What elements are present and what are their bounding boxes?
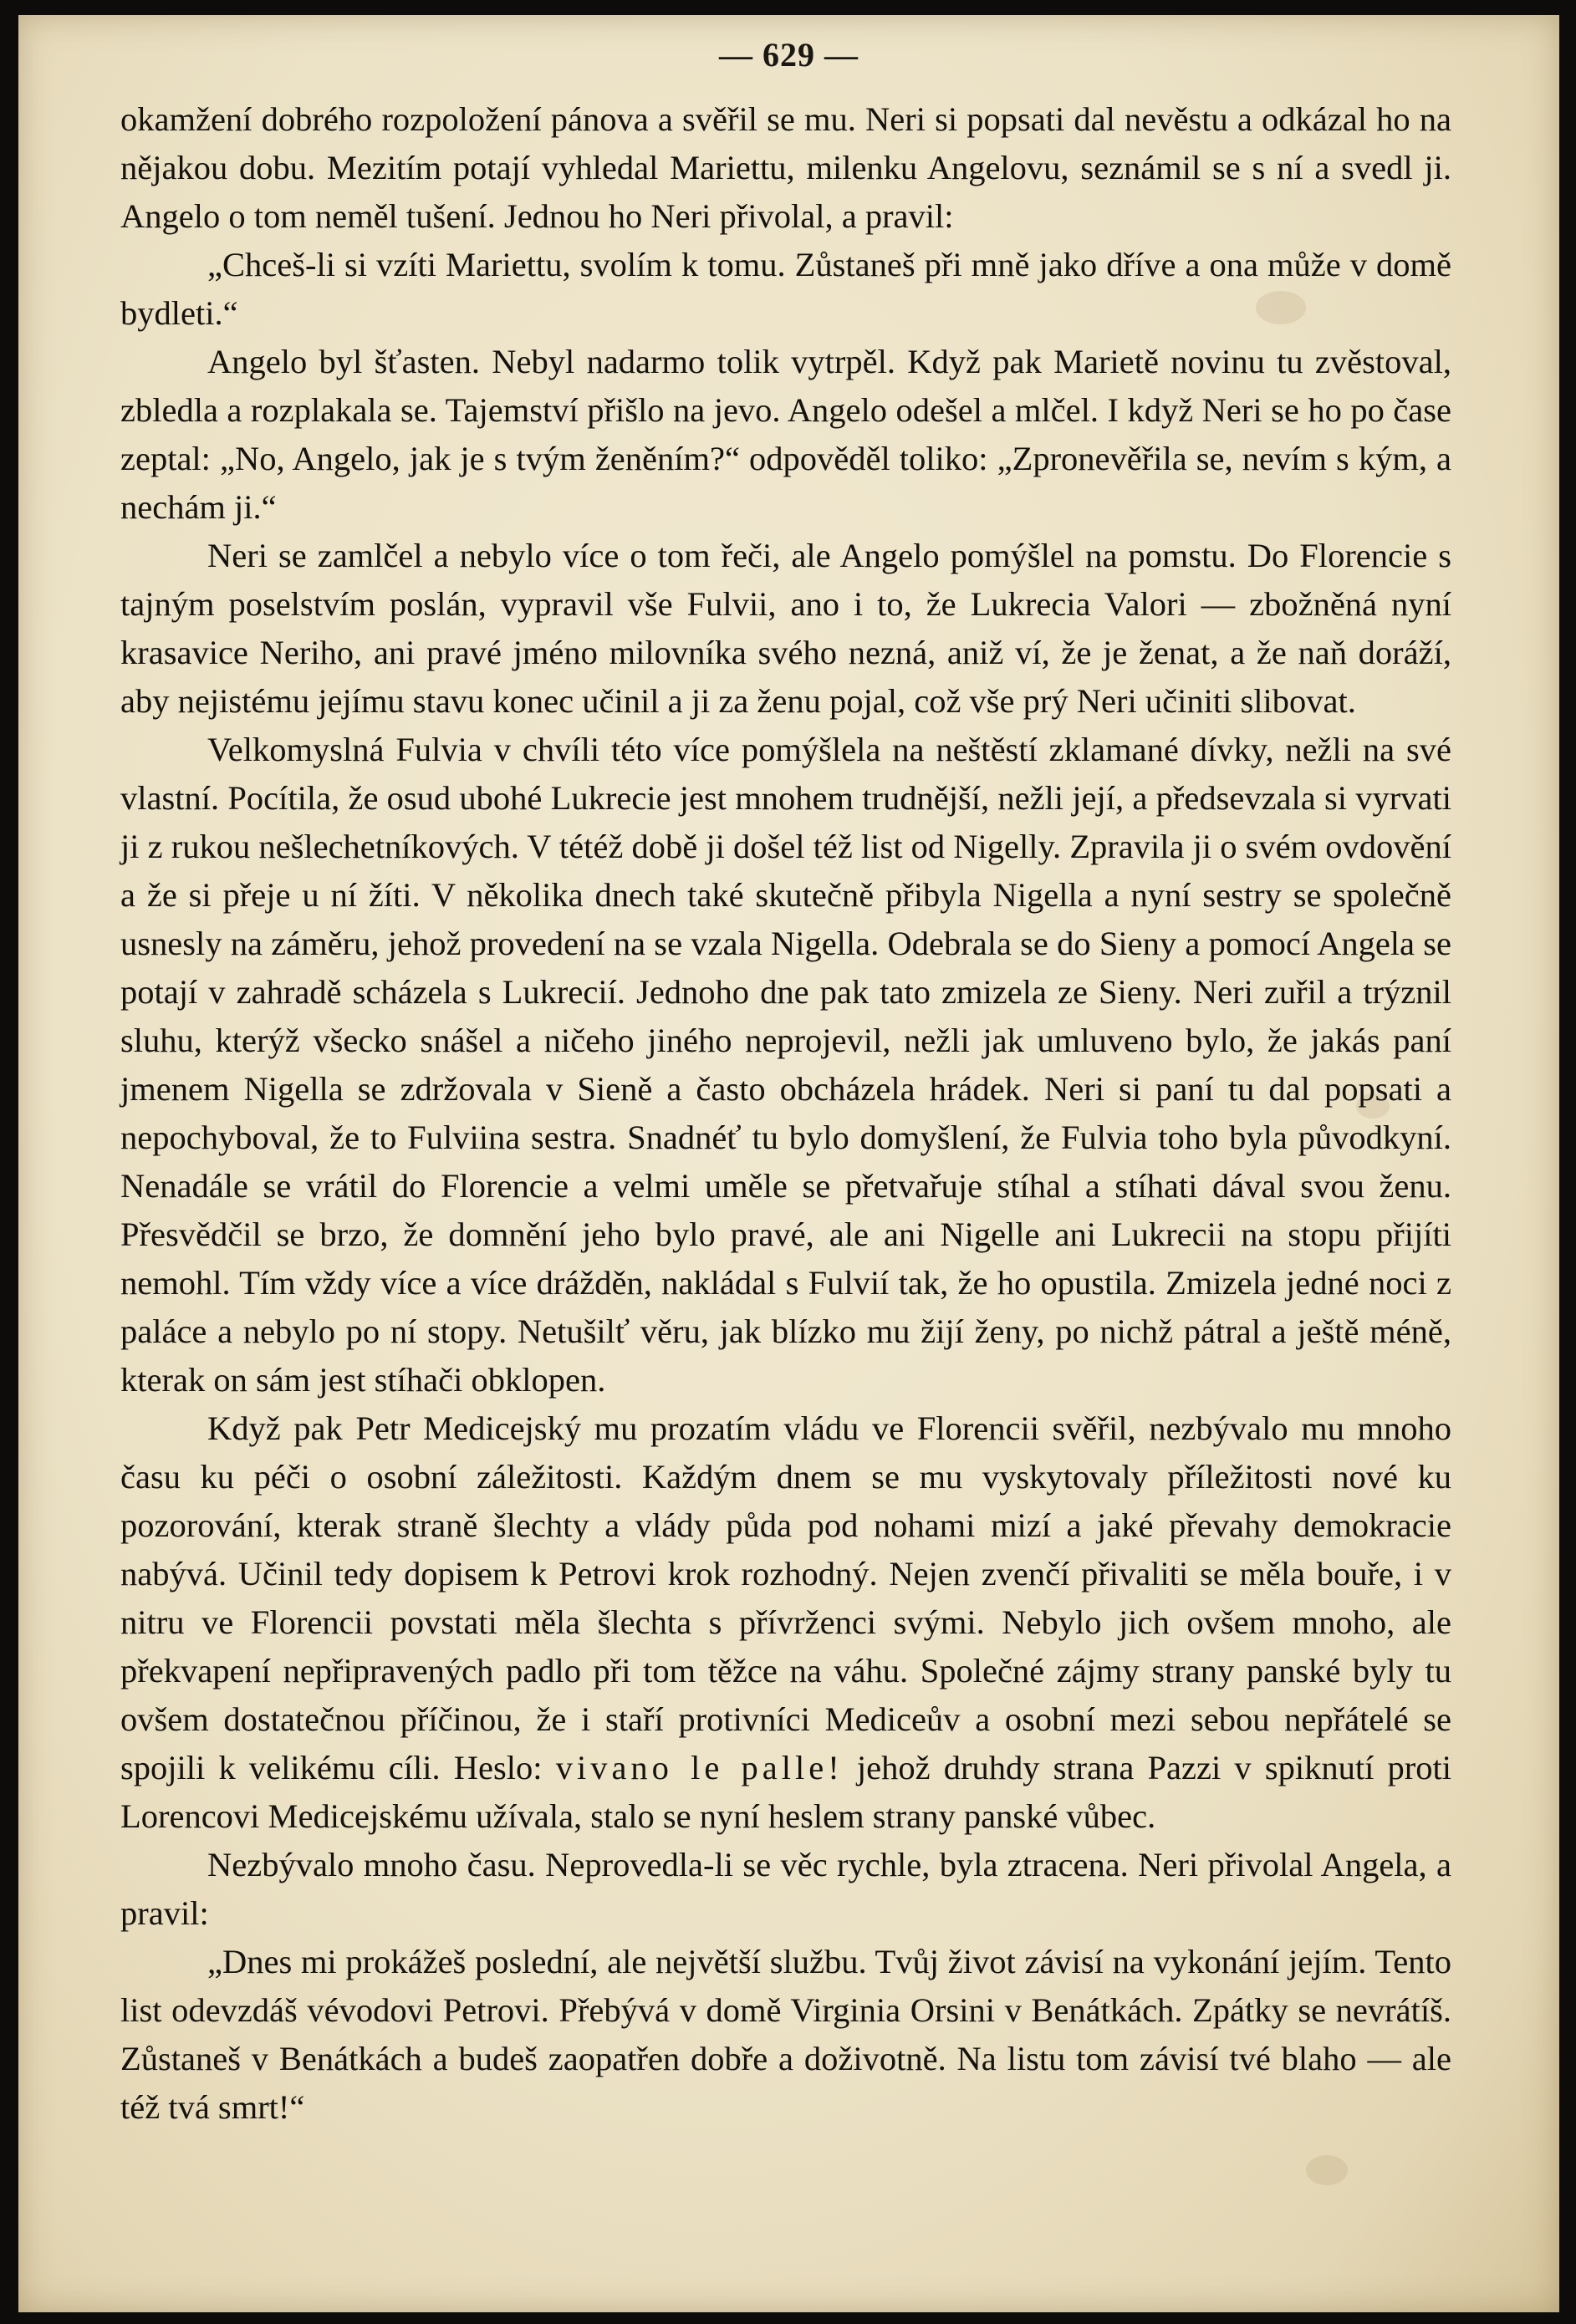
spaced-motto: vivano le palle! <box>555 1749 844 1786</box>
paragraph: Nezbývalo mnoho času. Neprovedla-li se věc rychle, byla ztracena. Neri přivolal Angela, a pravil: <box>120 1846 1451 1932</box>
paragraph-text: jehož druhdy strana Pazzi v spiknutí proti Lorencovi Medicejskému užívala, stalo se nyní heslem strany panské vůbec. <box>120 1749 1451 1835</box>
body-text <box>120 95 1451 2132</box>
paragraph: Neri se zamlčel a nebylo více o tom řeči, ale Angelo pomýšlel na pomstu. Do Florencie s tajným poselstvím poslán, vypravil vše Fulvii, ano i to, že Lukrecia Valori — zbožněná nyní krasavice Neriho, ani pravé jméno milovníka svého nezná, aniž ví, že je ženat, a že naň doráží, aby nejistému jejímu stavu konec učinil a ji za ženu pojal, což vše prý Neri učiniti slibovat. <box>120 537 1451 720</box>
paragraph <box>120 1404 1451 1841</box>
paragraph: Velkomyslná Fulvia v chvíli této více pomýšlela na neštěstí zklamané dívky, nežli na své vlastní. Pocítila, že osud ubohé Lukrecie jest mnohem trudnější, nežli její, a předsevzala si vyrvati ji z rukou nešlechetníkových. V tétéž době ji došel též list od Nigelly. Zpravila ji o svém ovdovění a že si přeje u ní žíti. V několika dnech také skutečně přibyla Nigella a nyní sestry se společně usnesly na záměru, jehož provedení na se vzala Nigella. Odebrala se do Sieny a pomocí Angela se potají v zahradě scházela s Lukrecií. Jednoho dne pak tato zmizela ze Sieny. Neri zuřil a trýznil sluhu, kterýž všecko snášel a ničeho jiného neprojevil, nežli jak umluveno bylo, že jakás paní jmenem Nigella se zdržovala v Sieně a často obcházela hrádek. Neri si paní tu dal popsati a nepochyboval, že to Fulviina sestra. Snadnéť tu bylo domyšlení, že Fulvia toho byla původkyní. Nenadále se vrátil do Florencie a velmi uměle se přetvařuje stíhal a stíhati dával svou ženu. Přesvědčil se brzo, že domnění jeho bylo pravé, ale ani Nigelle ani Lukrecii na stopu přijíti nemohl. Tím vždy více a více drážděn, nakládal s Fulvií tak, že ho opustila. Zmizela jedné noci z paláce a nebylo po ní stopy. Netušilť věru, jak blízko mu žijí ženy, po nichž pátral a ještě méně, kterak on sám jest stíhači obklopen. <box>120 731 1451 1399</box>
paragraph: Angelo byl šťasten. Nebyl nadarmo tolik vytrpěl. Když pak Marietě novinu tu zvěstoval, zbledla a rozplakala se. Tajemství přišlo na jevo. Angelo odešel a mlčel. I když Neri se ho po čase zeptal: „No, Angelo, jak je s tvým ženěním?“ odpověděl toliko: „Zpronevěřila se, nevím s kým, a nechám ji.“ <box>120 343 1451 526</box>
paragraph: „Chceš-li si vzíti Mariettu, svolím k tomu. Zůstaneš při mně jako dříve a ona může v domě bydleti.“ <box>120 246 1451 332</box>
paper-stain <box>1306 2155 1348 2185</box>
paragraph: „Dnes mi prokážeš poslední, ale největší službu. Tvůj život závisí na vykonání jejím. Tento list odevzdáš vévodovi Petrovi. Přebývá v domě Virginia Orsini v Benátkách. Zpátky se nevrátíš. Zůstaneš v Benátkách a budeš zaopatřen dobře a doživotně. Na listu tom závisí tvé blaho — ale též tvá smrt!“ <box>120 1943 1451 2126</box>
paragraph: okamžení dobrého rozpoložení pánova a svěřil se mu. Neri si popsati dal nevěstu a odkázal ho na nějakou dobu. Mezitím potají vyhledal Mariettu, milenku Angelovu, seznámil se s ní a svedl ji. Angelo o tom neměl tušení. Jednou ho Neri přivolal, a pravil: <box>120 100 1451 235</box>
page-number: — 629 — <box>719 36 859 74</box>
book-page <box>18 15 1559 2312</box>
paragraph-text: Když pak Petr Medicejský mu prozatím vládu ve Florencii svěřil, nezbývalo mu mnoho času ku péči o osobní záležitosti. Každým dnem se mu vyskytovaly příležitosti nové ku pozorování, kterak straně šlechty a vlády půda pod nohami mizí a jaké převahy demokracie nabývá. Učinil tedy dopisem k Petrovi krok rozhodný. Nejen zvenčí přivaliti se měla bouře, i v nitru ve Florencii povstati měla šlechta s přívrženci svými. Nebylo jich ovšem mnoho, ale překvapení nepřipravených padlo při tom těžce na váhu. Společné zájmy strany panské byly tu ovšem dostatečnou příčinou, že i staří protivníci Mediceův a osobní mezi sebou nepřátelé se spojili k velikému cíli. Heslo: <box>120 1409 1451 1786</box>
